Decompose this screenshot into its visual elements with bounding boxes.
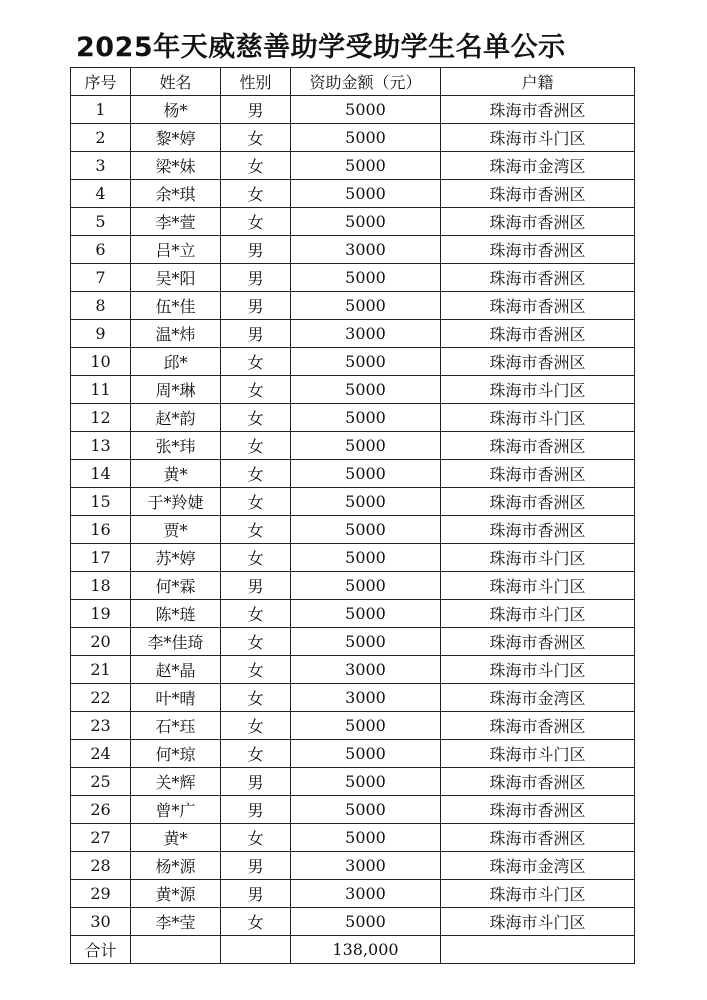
cell-region: 珠海市香洲区 bbox=[441, 208, 635, 236]
cell-gender: 男 bbox=[221, 320, 291, 348]
cell-region: 珠海市斗门区 bbox=[441, 740, 635, 768]
cell-name: 李*佳琦 bbox=[131, 628, 221, 656]
table-body bbox=[71, 96, 635, 936]
table-row bbox=[71, 908, 635, 936]
cell-region: 珠海市香洲区 bbox=[441, 320, 635, 348]
cell-amount: 5000 bbox=[291, 460, 441, 488]
table-row bbox=[71, 348, 635, 376]
cell-gender: 男 bbox=[221, 264, 291, 292]
cell-region: 珠海市金湾区 bbox=[441, 152, 635, 180]
table-row bbox=[71, 404, 635, 432]
cell-gender: 女 bbox=[221, 404, 291, 432]
table-row bbox=[71, 824, 635, 852]
cell-gender: 女 bbox=[221, 544, 291, 572]
cell-gender: 男 bbox=[221, 852, 291, 880]
cell-amount: 5000 bbox=[291, 544, 441, 572]
cell-region: 珠海市香洲区 bbox=[441, 348, 635, 376]
cell-name: 邱* bbox=[131, 348, 221, 376]
cell-no: 25 bbox=[71, 768, 131, 796]
cell-gender: 男 bbox=[221, 880, 291, 908]
cell-amount: 5000 bbox=[291, 516, 441, 544]
cell-amount: 3000 bbox=[291, 880, 441, 908]
cell-region: 珠海市香洲区 bbox=[441, 824, 635, 852]
cell-amount: 3000 bbox=[291, 320, 441, 348]
cell-amount: 5000 bbox=[291, 404, 441, 432]
total-empty-region bbox=[441, 936, 635, 964]
cell-region: 珠海市斗门区 bbox=[441, 124, 635, 152]
cell-region: 珠海市金湾区 bbox=[441, 684, 635, 712]
cell-no: 23 bbox=[71, 712, 131, 740]
cell-no: 7 bbox=[71, 264, 131, 292]
cell-region: 珠海市斗门区 bbox=[441, 600, 635, 628]
cell-no: 11 bbox=[71, 376, 131, 404]
cell-amount: 5000 bbox=[291, 488, 441, 516]
cell-name: 陈*琏 bbox=[131, 600, 221, 628]
table-row bbox=[71, 124, 635, 152]
table-row bbox=[71, 768, 635, 796]
cell-region: 珠海市斗门区 bbox=[441, 880, 635, 908]
cell-name: 黄*源 bbox=[131, 880, 221, 908]
table-row bbox=[71, 684, 635, 712]
cell-gender: 女 bbox=[221, 124, 291, 152]
cell-no: 13 bbox=[71, 432, 131, 460]
cell-region: 珠海市香洲区 bbox=[441, 488, 635, 516]
cell-amount: 5000 bbox=[291, 712, 441, 740]
cell-gender: 女 bbox=[221, 684, 291, 712]
header-no: 序号 bbox=[71, 68, 131, 96]
cell-amount: 5000 bbox=[291, 740, 441, 768]
cell-region: 珠海市香洲区 bbox=[441, 292, 635, 320]
cell-gender: 女 bbox=[221, 740, 291, 768]
cell-no: 2 bbox=[71, 124, 131, 152]
table-row bbox=[71, 320, 635, 348]
cell-no: 17 bbox=[71, 544, 131, 572]
cell-name: 贾* bbox=[131, 516, 221, 544]
cell-no: 12 bbox=[71, 404, 131, 432]
cell-name: 周*琳 bbox=[131, 376, 221, 404]
header-amount: 资助金额（元） bbox=[291, 68, 441, 96]
cell-gender: 女 bbox=[221, 656, 291, 684]
cell-no: 4 bbox=[71, 180, 131, 208]
cell-amount: 5000 bbox=[291, 824, 441, 852]
cell-amount: 5000 bbox=[291, 208, 441, 236]
table-header-row bbox=[71, 68, 635, 96]
cell-gender: 女 bbox=[221, 180, 291, 208]
cell-no: 28 bbox=[71, 852, 131, 880]
cell-no: 29 bbox=[71, 880, 131, 908]
table-row bbox=[71, 236, 635, 264]
table-row bbox=[71, 264, 635, 292]
cell-no: 3 bbox=[71, 152, 131, 180]
cell-amount: 5000 bbox=[291, 264, 441, 292]
cell-gender: 女 bbox=[221, 348, 291, 376]
cell-amount: 3000 bbox=[291, 852, 441, 880]
cell-gender: 女 bbox=[221, 516, 291, 544]
table-row bbox=[71, 516, 635, 544]
table-row bbox=[71, 656, 635, 684]
table-row bbox=[71, 376, 635, 404]
cell-region: 珠海市香洲区 bbox=[441, 628, 635, 656]
table-row bbox=[71, 292, 635, 320]
cell-no: 22 bbox=[71, 684, 131, 712]
cell-no: 15 bbox=[71, 488, 131, 516]
cell-amount: 5000 bbox=[291, 180, 441, 208]
cell-region: 珠海市香洲区 bbox=[441, 796, 635, 824]
cell-region: 珠海市斗门区 bbox=[441, 656, 635, 684]
cell-no: 20 bbox=[71, 628, 131, 656]
cell-amount: 5000 bbox=[291, 572, 441, 600]
cell-gender: 女 bbox=[221, 152, 291, 180]
header-region: 户籍 bbox=[441, 68, 635, 96]
table-row bbox=[71, 796, 635, 824]
cell-name: 黄* bbox=[131, 824, 221, 852]
cell-no: 26 bbox=[71, 796, 131, 824]
table-row bbox=[71, 544, 635, 572]
cell-region: 珠海市香洲区 bbox=[441, 432, 635, 460]
cell-gender: 女 bbox=[221, 600, 291, 628]
cell-amount: 5000 bbox=[291, 908, 441, 936]
table-row bbox=[71, 208, 635, 236]
cell-name: 黄* bbox=[131, 460, 221, 488]
header-name: 姓名 bbox=[131, 68, 221, 96]
cell-region: 珠海市斗门区 bbox=[441, 544, 635, 572]
cell-name: 赵*晶 bbox=[131, 656, 221, 684]
cell-no: 9 bbox=[71, 320, 131, 348]
cell-region: 珠海市香洲区 bbox=[441, 768, 635, 796]
total-label: 合计 bbox=[71, 936, 131, 964]
cell-amount: 5000 bbox=[291, 376, 441, 404]
cell-gender: 女 bbox=[221, 908, 291, 936]
cell-name: 吴*阳 bbox=[131, 264, 221, 292]
cell-name: 吕*立 bbox=[131, 236, 221, 264]
cell-region: 珠海市香洲区 bbox=[441, 264, 635, 292]
table-row bbox=[71, 432, 635, 460]
cell-name: 黎*婷 bbox=[131, 124, 221, 152]
cell-no: 27 bbox=[71, 824, 131, 852]
cell-amount: 5000 bbox=[291, 124, 441, 152]
total-empty-name bbox=[131, 936, 221, 964]
cell-no: 18 bbox=[71, 572, 131, 600]
cell-gender: 女 bbox=[221, 712, 291, 740]
cell-no: 5 bbox=[71, 208, 131, 236]
cell-name: 余*琪 bbox=[131, 180, 221, 208]
cell-no: 21 bbox=[71, 656, 131, 684]
cell-gender: 男 bbox=[221, 572, 291, 600]
cell-region: 珠海市香洲区 bbox=[441, 236, 635, 264]
table-row bbox=[71, 96, 635, 124]
table-row bbox=[71, 488, 635, 516]
total-amount: 138,000 bbox=[291, 936, 441, 964]
cell-name: 叶*晴 bbox=[131, 684, 221, 712]
cell-region: 珠海市香洲区 bbox=[441, 96, 635, 124]
table-row bbox=[71, 740, 635, 768]
table-row bbox=[71, 180, 635, 208]
cell-amount: 3000 bbox=[291, 684, 441, 712]
cell-region: 珠海市金湾区 bbox=[441, 852, 635, 880]
cell-region: 珠海市香洲区 bbox=[441, 516, 635, 544]
cell-amount: 3000 bbox=[291, 656, 441, 684]
cell-name: 杨* bbox=[131, 96, 221, 124]
cell-name: 杨*源 bbox=[131, 852, 221, 880]
cell-amount: 3000 bbox=[291, 236, 441, 264]
cell-name: 关*辉 bbox=[131, 768, 221, 796]
cell-name: 梁*妹 bbox=[131, 152, 221, 180]
cell-amount: 5000 bbox=[291, 796, 441, 824]
cell-gender: 女 bbox=[221, 488, 291, 516]
cell-no: 24 bbox=[71, 740, 131, 768]
cell-amount: 5000 bbox=[291, 432, 441, 460]
cell-gender: 男 bbox=[221, 796, 291, 824]
cell-gender: 男 bbox=[221, 236, 291, 264]
cell-gender: 女 bbox=[221, 628, 291, 656]
cell-no: 30 bbox=[71, 908, 131, 936]
cell-name: 张*玮 bbox=[131, 432, 221, 460]
total-row bbox=[71, 936, 635, 964]
table-row bbox=[71, 628, 635, 656]
cell-gender: 男 bbox=[221, 292, 291, 320]
cell-no: 10 bbox=[71, 348, 131, 376]
student-roster-table bbox=[70, 67, 635, 964]
cell-gender: 女 bbox=[221, 824, 291, 852]
table-row bbox=[71, 600, 635, 628]
cell-no: 1 bbox=[71, 96, 131, 124]
cell-name: 温*炜 bbox=[131, 320, 221, 348]
cell-region: 珠海市斗门区 bbox=[441, 572, 635, 600]
cell-amount: 5000 bbox=[291, 628, 441, 656]
table-row bbox=[71, 712, 635, 740]
cell-name: 石*珏 bbox=[131, 712, 221, 740]
table-row bbox=[71, 880, 635, 908]
cell-gender: 男 bbox=[221, 768, 291, 796]
cell-no: 16 bbox=[71, 516, 131, 544]
cell-name: 何*霖 bbox=[131, 572, 221, 600]
cell-amount: 5000 bbox=[291, 600, 441, 628]
cell-amount: 5000 bbox=[291, 292, 441, 320]
cell-gender: 女 bbox=[221, 208, 291, 236]
cell-gender: 女 bbox=[221, 376, 291, 404]
cell-no: 19 bbox=[71, 600, 131, 628]
cell-no: 8 bbox=[71, 292, 131, 320]
cell-name: 李*萱 bbox=[131, 208, 221, 236]
cell-amount: 5000 bbox=[291, 96, 441, 124]
cell-no: 14 bbox=[71, 460, 131, 488]
cell-region: 珠海市香洲区 bbox=[441, 180, 635, 208]
table-row bbox=[71, 852, 635, 880]
cell-region: 珠海市斗门区 bbox=[441, 404, 635, 432]
cell-name: 赵*韵 bbox=[131, 404, 221, 432]
cell-name: 李*莹 bbox=[131, 908, 221, 936]
cell-no: 6 bbox=[71, 236, 131, 264]
cell-region: 珠海市斗门区 bbox=[441, 376, 635, 404]
cell-gender: 男 bbox=[221, 96, 291, 124]
table-row bbox=[71, 460, 635, 488]
table-row bbox=[71, 152, 635, 180]
cell-amount: 5000 bbox=[291, 348, 441, 376]
document-title: 2025年天威慈善助学受助学生名单公示 bbox=[76, 32, 566, 63]
cell-name: 何*琼 bbox=[131, 740, 221, 768]
cell-gender: 女 bbox=[221, 432, 291, 460]
total-empty-gender bbox=[221, 936, 291, 964]
cell-amount: 5000 bbox=[291, 152, 441, 180]
cell-region: 珠海市香洲区 bbox=[441, 460, 635, 488]
header-gender: 性别 bbox=[221, 68, 291, 96]
cell-name: 曾*广 bbox=[131, 796, 221, 824]
table-row bbox=[71, 572, 635, 600]
cell-name: 伍*佳 bbox=[131, 292, 221, 320]
cell-amount: 5000 bbox=[291, 768, 441, 796]
cell-gender: 女 bbox=[221, 460, 291, 488]
cell-region: 珠海市香洲区 bbox=[441, 712, 635, 740]
cell-name: 于*羚婕 bbox=[131, 488, 221, 516]
cell-name: 苏*婷 bbox=[131, 544, 221, 572]
cell-region: 珠海市斗门区 bbox=[441, 908, 635, 936]
